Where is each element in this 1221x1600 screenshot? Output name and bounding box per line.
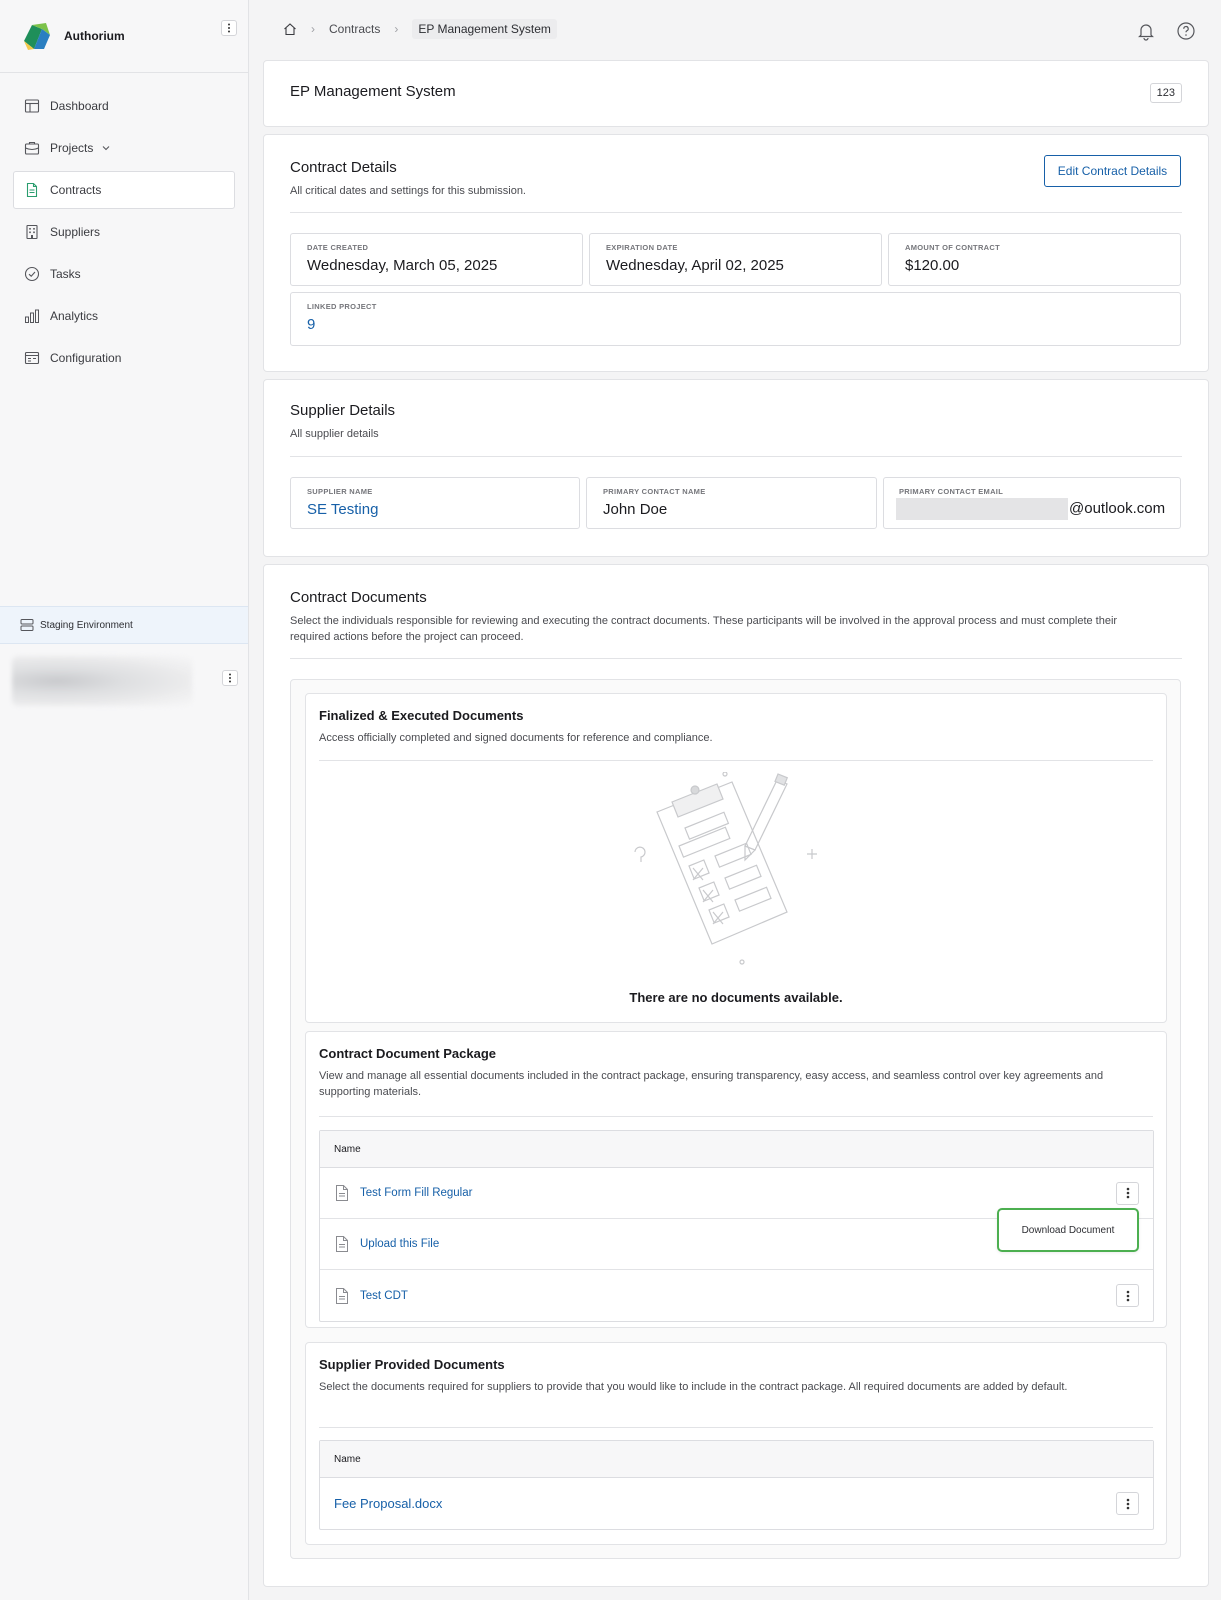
supplier-provided-documents-panel [305,1342,1167,1545]
breadcrumb-separator: › [311,22,315,36]
breadcrumb-current: EP Management System [412,19,557,39]
sidebar-item-label: Tasks [50,267,81,281]
sidebar-item-label: Dashboard [50,99,109,113]
divider [290,212,1182,213]
row-menu-button[interactable] [1116,1492,1139,1515]
table-header-name: Name [320,1131,1153,1168]
divider [319,1427,1153,1428]
field-label: DATE CREATED [307,243,369,252]
documents-container [290,679,1181,1559]
document-icon [24,182,40,198]
supplier-name-field [290,477,580,529]
chevron-down-icon[interactable] [101,143,111,153]
sidebar-item-projects[interactable] [13,129,235,167]
empty-state-text: There are no documents available. [629,990,843,1005]
section-title: Contract Details [290,159,397,176]
document-link[interactable]: Fee Proposal.docx [334,1496,443,1511]
file-icon [334,1287,350,1305]
user-profile[interactable] [12,656,192,706]
primary-contact-name-value: John Doe [603,501,668,518]
table-header-name: Name [320,1441,1153,1478]
row-menu-button[interactable] [1116,1182,1139,1205]
panel-subtitle: Access officially completed and signed documents for reference and compliance. [319,732,713,744]
divider [290,658,1182,659]
sidebar [0,0,249,1600]
brand [0,0,248,73]
file-icon [334,1184,350,1202]
primary-contact-email-field [883,477,1181,529]
sidebar-item-label: Configuration [50,351,122,365]
contract-document-package-panel [305,1031,1167,1328]
row-menu-button[interactable] [1116,1284,1139,1307]
document-link[interactable]: Upload this File [360,1238,440,1250]
panel-title: Supplier Provided Documents [319,1357,505,1372]
environment-label: Staging Environment [40,619,133,631]
table-row [320,1270,1153,1321]
linked-project-field [290,292,1181,346]
supplier-documents-table [319,1440,1154,1530]
divider [290,456,1182,457]
app-name: Authorium [64,29,125,43]
top-actions [1136,21,1196,41]
panel-title: Finalized & Executed Documents [319,708,524,723]
breadcrumb-contracts[interactable]: Contracts [329,22,381,36]
sidebar-item-label: Projects [50,141,94,155]
panel-title: Contract Document Package [319,1046,496,1061]
sidebar-item-analytics[interactable] [13,297,235,335]
date-created-value: Wednesday, March 05, 2025 [307,257,498,274]
sidebar-item-suppliers[interactable] [13,213,235,251]
file-icon [334,1235,350,1253]
primary-contact-name-field [586,477,877,529]
authorium-logo[interactable] [20,19,54,53]
section-title: Supplier Details [290,402,396,419]
field-label: EXPIRATION DATE [606,243,678,252]
section-title: Contract Documents [290,589,427,606]
sidebar-item-label: Contracts [50,183,102,197]
contract-details-card [263,134,1209,372]
sidebar-item-label: Suppliers [50,225,101,239]
empty-clipboard-illustration [627,772,827,972]
divider [319,1116,1153,1117]
supplier-name-link[interactable]: SE Testing [307,501,379,518]
linked-project-link[interactable]: 9 [307,316,316,333]
amount-value: $120.00 [905,257,960,274]
email-domain: @outlook.com [1069,499,1166,517]
panel-subtitle: View and manage all essential documents included in the contract package, ensuring transparency, easy access, and seamless control over key agreements and supporting materials. [319,1070,1104,1098]
section-subtitle: Select the individuals responsible for reviewing and executing the contract documents. These participants will be involved in the approval process and must complete their required actions before the project can proceed. [290,615,1118,643]
expiration-date-value: Wednesday, April 02, 2025 [606,257,784,274]
section-subtitle: All critical dates and settings for this submission. [290,185,526,197]
sidebar-item-contracts[interactable] [13,171,235,209]
contract-documents-card [263,564,1209,1587]
user-menu-button[interactable] [222,670,238,686]
environment-indicator [0,606,248,644]
redacted-email-mask [896,498,1068,520]
bell-icon[interactable] [1136,21,1156,41]
field-label: PRIMARY CONTACT EMAIL [899,487,1004,496]
finalized-documents-panel [305,693,1167,1023]
field-label: SUPPLIER NAME [307,487,373,496]
primary-contact-email-value [896,498,1180,520]
bar-chart-icon [24,308,40,324]
field-label: PRIMARY CONTACT NAME [603,487,706,496]
contract-header-card [263,60,1209,127]
table-row [320,1478,1153,1529]
sidebar-nav [0,73,248,377]
date-created-field [290,233,583,286]
config-icon [24,350,40,366]
sidebar-item-configuration[interactable] [13,339,235,377]
check-circle-icon [24,266,40,282]
download-document-menu-item[interactable]: Download Document [997,1208,1139,1252]
server-icon [20,618,34,632]
document-link[interactable]: Test Form Fill Regular [360,1187,473,1199]
field-label: LINKED PROJECT [307,302,377,311]
sidebar-item-tasks[interactable] [13,255,235,293]
briefcase-icon [24,140,40,156]
divider [319,760,1153,761]
edit-contract-details-button[interactable]: Edit Contract Details [1044,155,1181,187]
brand-menu-button[interactable] [221,20,237,36]
panel-subtitle: Select the documents required for suppliers to provide that you would like to include in the contract package. All required documents are added by default. [319,1381,1068,1393]
sidebar-item-dashboard[interactable] [13,87,235,125]
contract-id-badge: 123 [1150,83,1182,103]
page-title: EP Management System [290,83,456,100]
help-icon[interactable] [1176,21,1196,41]
dashboard-icon [24,98,40,114]
breadcrumb-separator: › [394,22,399,36]
building-icon [24,224,40,240]
section-subtitle: All supplier details [290,428,379,440]
supplier-details-card [263,379,1209,557]
amount-field [888,233,1181,286]
sidebar-item-label: Analytics [50,309,99,323]
topbar [249,0,1221,58]
home-icon[interactable] [283,22,297,36]
expiration-date-field [589,233,882,286]
breadcrumb [283,19,557,39]
field-label: AMOUNT OF CONTRACT [905,243,1000,252]
document-link[interactable]: Test CDT [360,1289,408,1302]
